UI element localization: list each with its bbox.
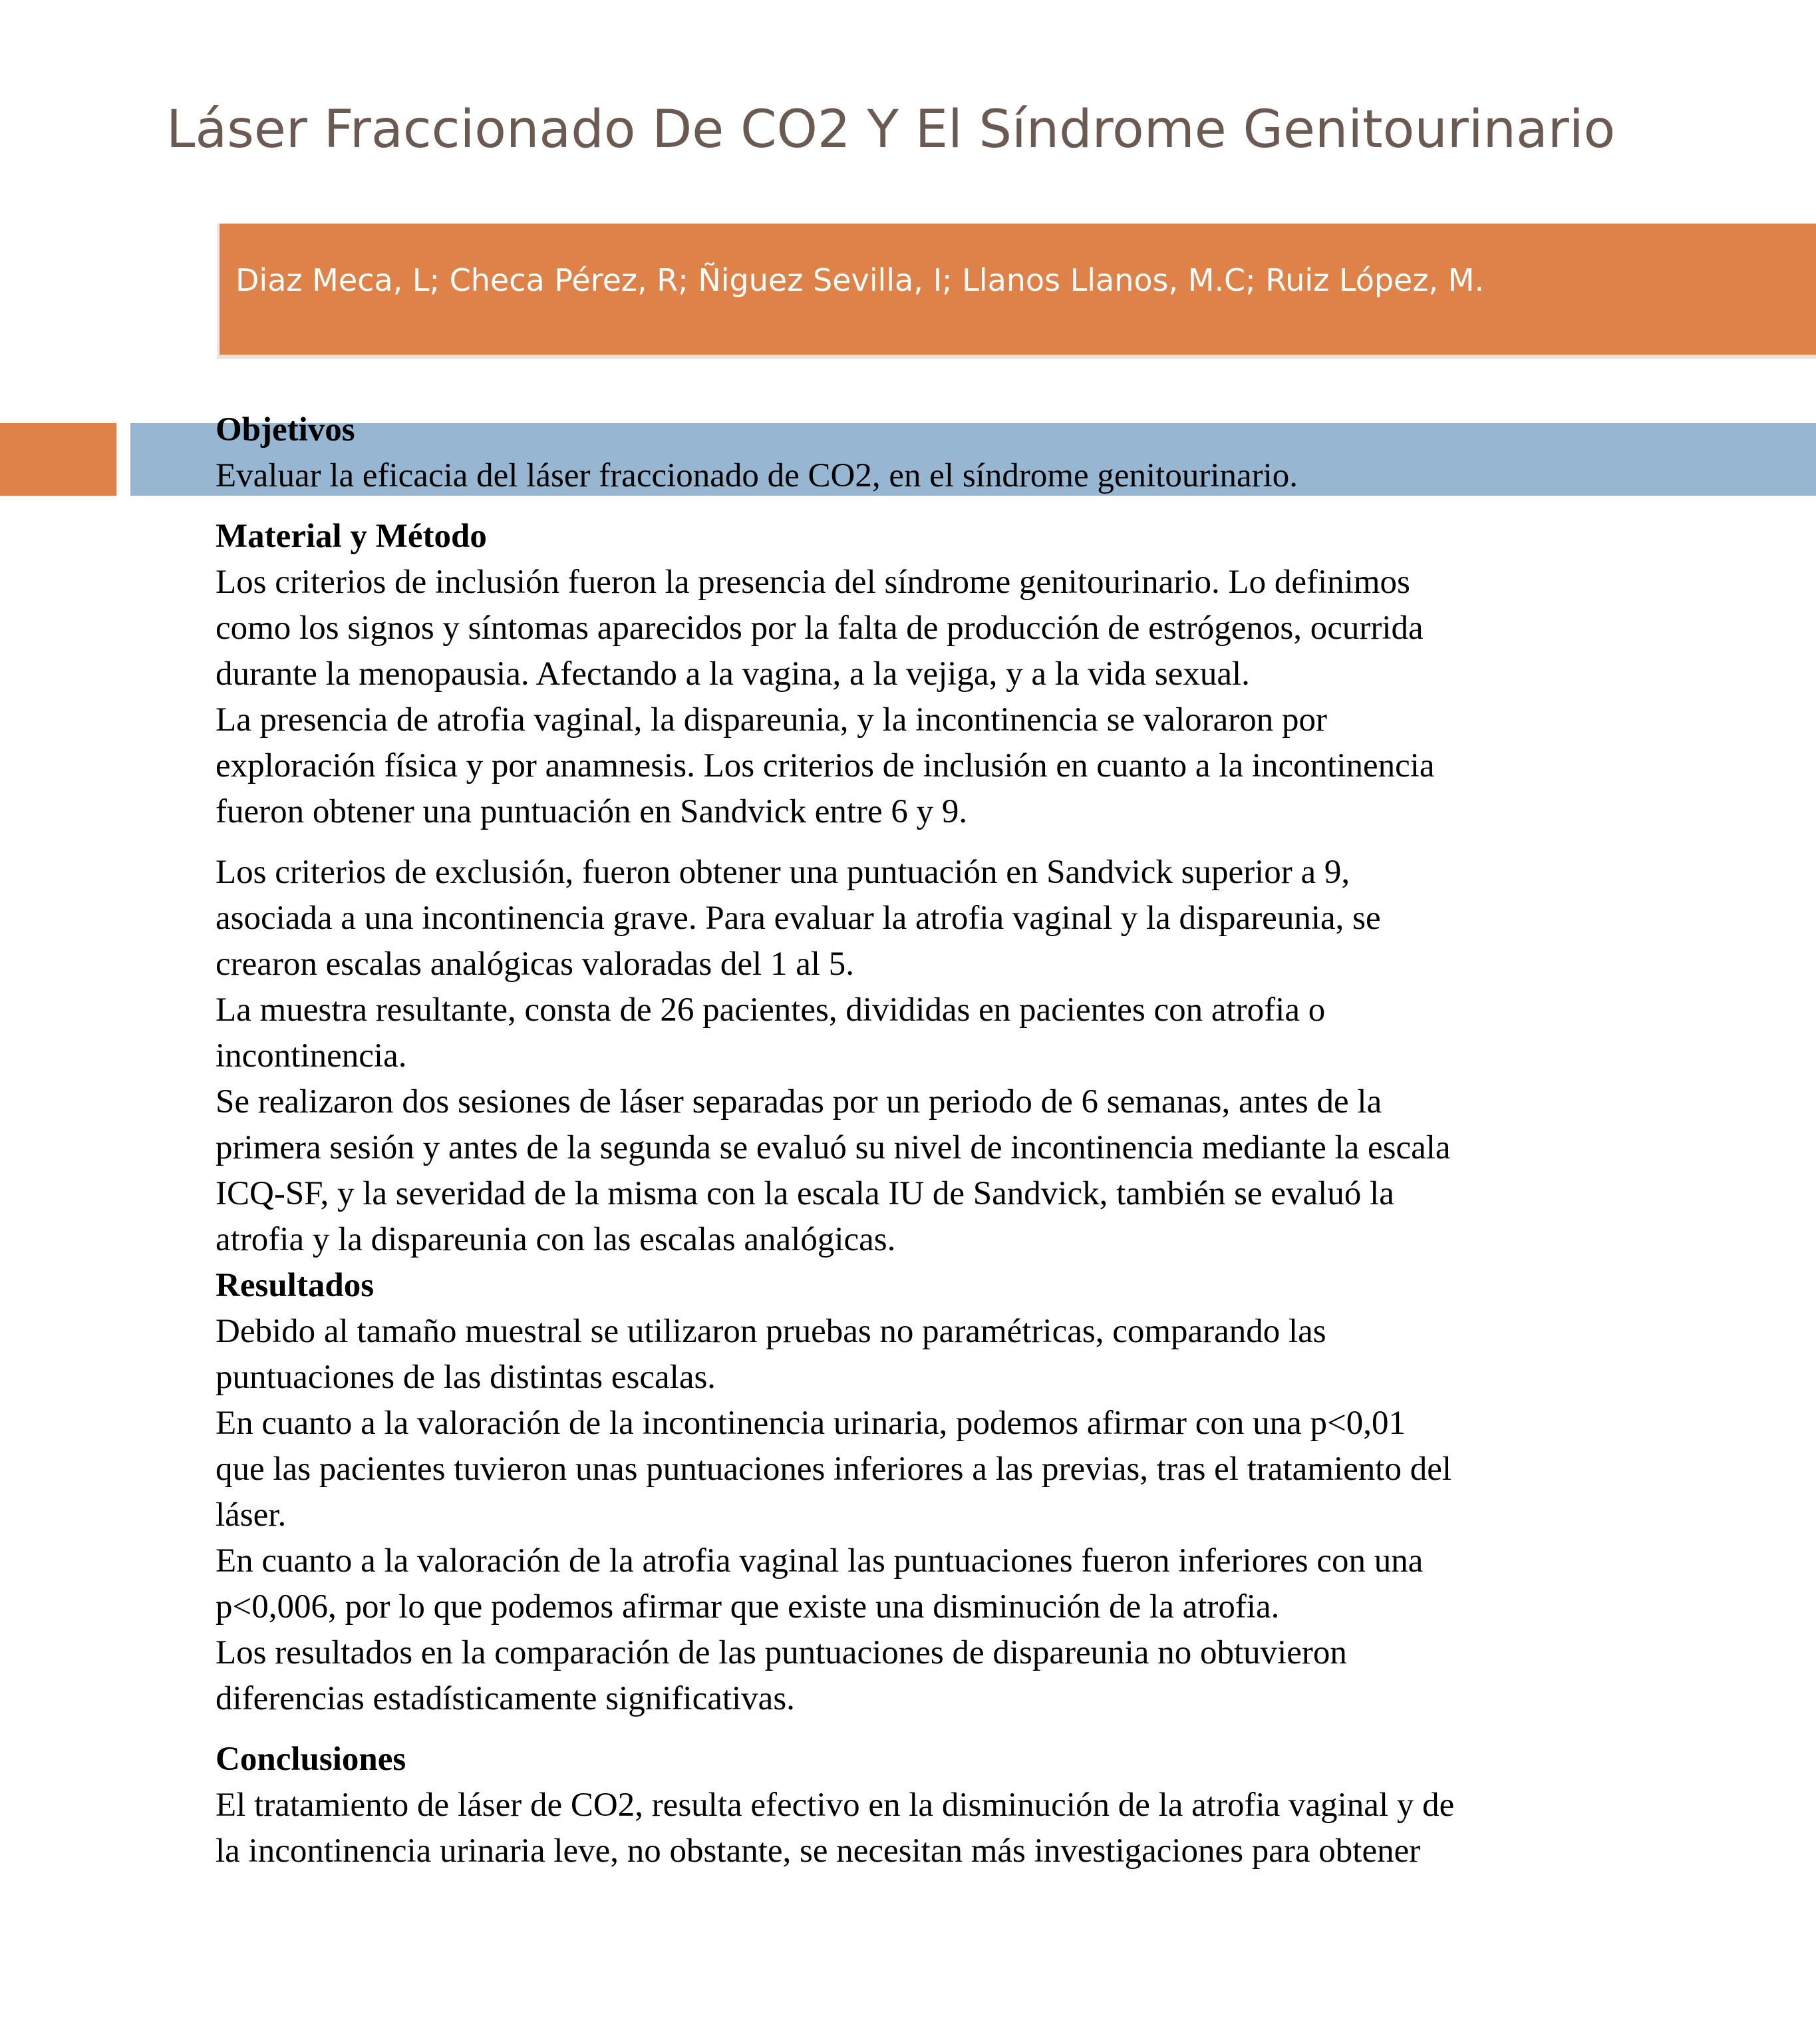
text-line: Evaluar la eficacia del láser fraccionado de CO2, en el síndrome genitourinario. bbox=[216, 457, 1298, 494]
text-line: El tratamiento de láser de CO2, resulta efectivo en la disminución de la atrofia vaginal y de bbox=[216, 1787, 1455, 1824]
section-material-continued bbox=[216, 850, 1812, 1263]
section-objetivos bbox=[216, 407, 1812, 499]
section-heading-material: Material y Método bbox=[216, 518, 487, 555]
text-line: La presencia de atrofia vaginal, la dispareunia, y la incontinencia se valoraron por bbox=[216, 701, 1327, 739]
text-line: atrofia y la dispareunia con las escalas analógicas. bbox=[216, 1221, 896, 1258]
text-line: asociada a una incontinencia grave. Para evaluar la atrofia vaginal y la dispareunia, se bbox=[216, 900, 1381, 937]
text-line: primera sesión y antes de la segunda se evaluó su nivel de incontinencia mediante la escala bbox=[216, 1129, 1451, 1166]
text-line: diferencias estadísticamente significativas. bbox=[216, 1680, 795, 1717]
text-line: crearon escalas analógicas valoradas del 1 al 5. bbox=[216, 945, 855, 983]
text-line: Los criterios de inclusión fueron la presencia del síndrome genitourinario. Lo definimos bbox=[216, 564, 1410, 601]
text-line: láser. bbox=[216, 1496, 287, 1534]
text-line: Se realizaron dos sesiones de láser separadas por un periodo de 6 semanas, antes de la bbox=[216, 1083, 1382, 1120]
text-line: Debido al tamaño muestral se utilizaron pruebas no paramétricas, comparando las bbox=[216, 1313, 1326, 1350]
text-line: como los signos y síntomas aparecidos por la falta de producción de estrógenos, ocurrida bbox=[216, 609, 1424, 647]
text-line: la incontinencia urinaria leve, no obstante, se necesitan más investigaciones para obtener bbox=[216, 1832, 1421, 1870]
text-line: incontinencia. bbox=[216, 1037, 407, 1075]
section-heading-conclusiones: Conclusiones bbox=[216, 1741, 406, 1778]
section-conclusiones bbox=[216, 1737, 1812, 1874]
text-line: En cuanto a la valoración de la incontinencia urinaria, podemos afirmar con una p<0,01 bbox=[216, 1405, 1406, 1442]
text-line: fueron obtener una puntuación en Sandvick entre 6 y 9. bbox=[216, 793, 968, 830]
text-line: Los resultados en la comparación de las puntuaciones de dispareunia no obtuvieron bbox=[216, 1634, 1347, 1671]
text-line: exploración física y por anamnesis. Los criterios de inclusión en cuanto a la incontinencia bbox=[216, 747, 1435, 784]
text-line: p<0,006, por lo que podemos afirmar que existe una disminución de la atrofia. bbox=[216, 1588, 1280, 1625]
text-line: puntuaciones de las distintas escalas. bbox=[216, 1359, 716, 1396]
text-line: Los criterios de exclusión, fueron obtener una puntuación en Sandvick superior a 9, bbox=[216, 854, 1350, 891]
accent-square bbox=[0, 423, 116, 496]
text-line: durante la menopausia. Afectando a la vagina, a la vejiga, y a la vida sexual. bbox=[216, 655, 1250, 693]
authors-banner bbox=[217, 224, 1816, 359]
document-body bbox=[216, 407, 1812, 1874]
text-line: ICQ-SF, y la severidad de la misma con la escala IU de Sandvick, también se evaluó la bbox=[216, 1175, 1394, 1212]
section-resultados bbox=[216, 1263, 1812, 1722]
text-line: En cuanto a la valoración de la atrofia vaginal las puntuaciones fueron inferiores con una bbox=[216, 1542, 1424, 1580]
text-line: que las pacientes tuvieron unas puntuaciones inferiores a las previas, tras el tratamiento del bbox=[216, 1450, 1452, 1488]
authors-text: Diaz Meca, L; Checa Pérez, R; Ñiguez Sevilla, I; Llanos Llanos, M.C; Ruiz López, M. bbox=[235, 262, 1485, 298]
section-material bbox=[216, 514, 1812, 835]
section-heading-objetivos: Objetivos bbox=[216, 411, 355, 448]
section-heading-resultados: Resultados bbox=[216, 1267, 375, 1304]
text-line: La muestra resultante, consta de 26 pacientes, divididas en pacientes con atrofia o bbox=[216, 991, 1326, 1029]
page-title: Láser Fraccionado De CO2 Y El Síndrome Genitourinario bbox=[166, 100, 1616, 160]
